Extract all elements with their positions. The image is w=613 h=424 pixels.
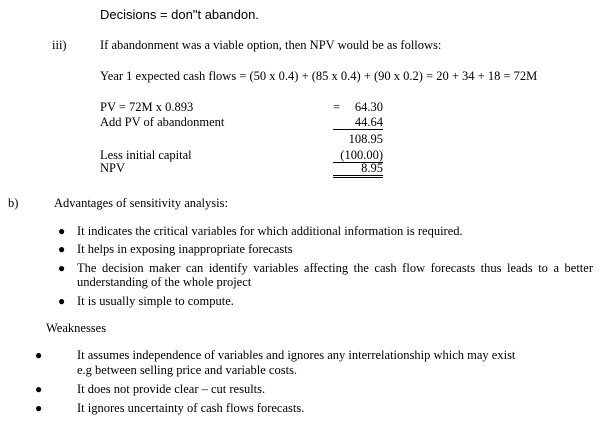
add-pv-label: Add PV of abandonment — [100, 115, 225, 129]
pv-value: 64.30 — [354, 100, 383, 114]
advantage-item: The decision maker can identify variables affecting the cash flow forecasts thus leads to a better understanding of the whole project — [77, 261, 593, 289]
bullet-icon: ● — [35, 382, 43, 396]
decision-line: Decisions = don"t abandon. — [100, 7, 259, 22]
weakness-item: It ignores uncertainty of cash flows forecasts. — [77, 401, 305, 415]
advantage-item: It helps in exposing inappropriate forecasts — [77, 242, 293, 256]
bullet-icon: ● — [58, 261, 66, 275]
advantage-item: It is usually simple to compute. — [77, 294, 234, 308]
bullet-icon: ● — [58, 294, 66, 308]
add-pv-value: 44.64 — [333, 115, 383, 130]
advantages-heading: Advantages of sensitivity analysis: — [54, 196, 228, 210]
less-capital-label: Less initial capital — [100, 148, 192, 162]
less-capital-value: (100.00) — [333, 148, 383, 163]
weakness-item-continued: e.g between selling price and variable costs. — [77, 363, 298, 377]
item-label-b: b) — [8, 196, 19, 210]
pv-label: PV = 72M x 0.893 — [100, 100, 194, 114]
npv-value: 8.95 — [333, 161, 383, 178]
iii-intro: If abandonment was a viable option, then NPV would be as follows: — [100, 38, 442, 52]
weakness-item: It assumes independence of variables and ignores any interrelationship which may exist — [77, 348, 516, 362]
bullet-icon: ● — [58, 242, 66, 256]
year1-calculation: Year 1 expected cash flows = (50 x 0.4) + (85 x 0.4) + (90 x 0.2) = 20 + 34 + 18 = 72M — [100, 69, 538, 83]
item-label-iii: iii) — [52, 38, 67, 52]
bullet-icon: ● — [35, 348, 43, 362]
equals-sign: = — [333, 100, 341, 114]
weaknesses-heading: Weaknesses — [46, 321, 107, 335]
advantage-item: It indicates the critical variables for which additional information is required. — [77, 224, 463, 238]
bullet-icon: ● — [58, 224, 66, 238]
weakness-item: It does not provide clear – cut results. — [77, 382, 266, 396]
npv-label: NPV — [100, 161, 126, 175]
subtotal-value: 108.95 — [348, 132, 383, 146]
bullet-icon: ● — [35, 401, 43, 415]
